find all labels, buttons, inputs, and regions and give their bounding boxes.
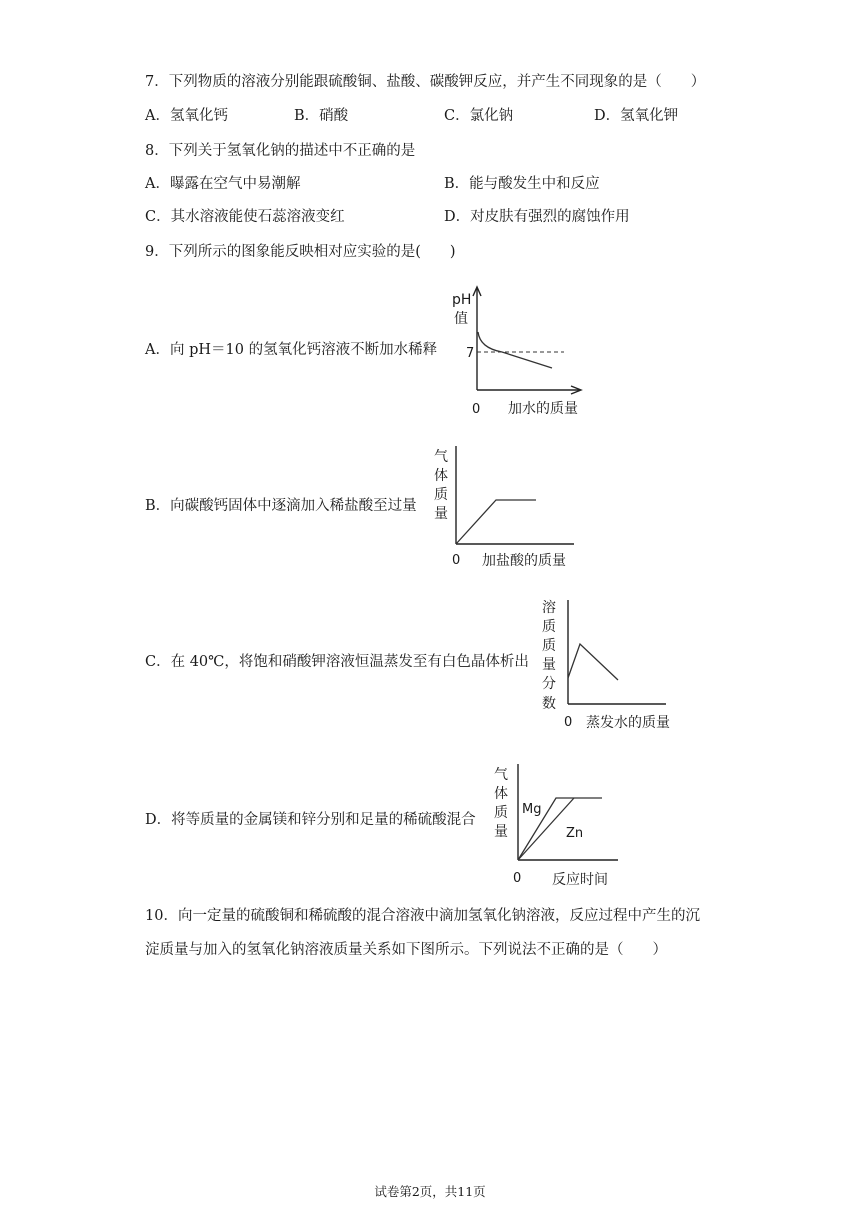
graph-c-curve (568, 644, 618, 680)
q7-option-b: B．硝酸 (294, 108, 349, 124)
graph-a-curve (478, 332, 552, 368)
q8-option-c: C．其水溶液能使石蕊溶液变红 (145, 209, 345, 225)
q9-option-b: B．向碳酸钙固体中逐滴加入稀盐酸至过量 (145, 498, 417, 514)
q9-option-a: A．向 pH＝10 的氢氧化钙溶液不断加水稀释 (145, 342, 438, 358)
graph-d-mg-label: Mg (522, 802, 542, 817)
graph-b-xlabel: 加盐酸的质量 (482, 553, 566, 569)
graph-b-origin: 0 (452, 553, 461, 568)
q7-stem: 7．下列物质的溶液分别能跟硫酸铜、盐酸、碳酸钾反应，并产生不同现象的是（ ） (145, 74, 706, 90)
graph-a-ylabel-2: 值 (454, 311, 468, 327)
graph-c-ylabel-2: 质 (542, 619, 556, 635)
graph-c-ylabel-4: 量 (542, 657, 556, 673)
graph-c-xlabel: 蒸发水的质量 (586, 715, 670, 731)
q7-option-d: D．氢氧化钾 (594, 108, 679, 124)
graph-a-ph-vs-water (440, 282, 600, 422)
q9-option-c: C．在 40℃，将饱和硝酸钾溶液恒温蒸发至有白色晶体析出 (145, 654, 529, 670)
page-footer: 试卷第2页，共11页 (374, 1184, 486, 1199)
graph-d-ylabel-4: 量 (494, 824, 508, 840)
q9-stem: 9．下列所示的图象能反映相对应实验的是( ) (145, 244, 456, 260)
graph-c-fraction-vs-evaporation (538, 592, 698, 732)
graph-b-curve (456, 500, 536, 544)
q7-option-c: C．氯化钠 (444, 108, 514, 124)
q10-line-2: 淀质量与加入的氢氧化钠溶液质量关系如下图所示。下列说法不正确的是（ ） (145, 942, 667, 958)
graph-a-xlabel: 加水的质量 (508, 401, 578, 417)
q8-option-d: D．对皮肤有强烈的腐蚀作用 (444, 209, 630, 225)
graph-d-xlabel: 反应时间 (552, 872, 608, 888)
graph-d-origin: 0 (513, 871, 522, 886)
graph-c-ylabel-1: 溶 (542, 600, 556, 616)
q10-line-1: 10．向一定量的硫酸铜和稀硫酸的混合溶液中滴加氢氧化钠溶液，反应过程中产生的沉 (145, 908, 700, 924)
graph-d-ylabel-1: 气 (494, 767, 508, 783)
q8-stem: 8．下列关于氢氧化钠的描述中不正确的是 (145, 143, 416, 159)
graph-a-origin: 0 (472, 402, 481, 417)
q8-option-b: B．能与酸发生中和反应 (444, 176, 600, 192)
graph-b-ylabel-1: 气 (434, 449, 448, 465)
graph-b-ylabel-3: 质 (434, 487, 448, 503)
graph-b-ylabel-2: 体 (434, 468, 448, 484)
graph-b-gas-vs-acid (426, 438, 596, 573)
graph-a-ref-label: 7 (466, 346, 475, 361)
q8-option-a: A．曝露在空气中易潮解 (145, 176, 301, 192)
graph-d-zn-label: Zn (566, 826, 584, 841)
q9-option-d: D．将等质量的金属镁和锌分别和足量的稀硫酸混合 (145, 812, 476, 828)
graph-c-ylabel-3: 质 (542, 638, 556, 654)
graph-c-ylabel-5: 分 (542, 676, 556, 692)
graph-a-ylabel-1: pH (452, 292, 472, 308)
graph-b-ylabel-4: 量 (434, 506, 448, 522)
graph-d-ylabel-3: 质 (494, 805, 508, 821)
q7-option-a: A．氢氧化钙 (145, 108, 228, 124)
graph-c-origin: 0 (564, 715, 573, 730)
graph-d-ylabel-2: 体 (494, 786, 508, 802)
graph-d-gas-vs-time (490, 760, 640, 890)
graph-c-ylabel-6: 数 (542, 696, 556, 712)
